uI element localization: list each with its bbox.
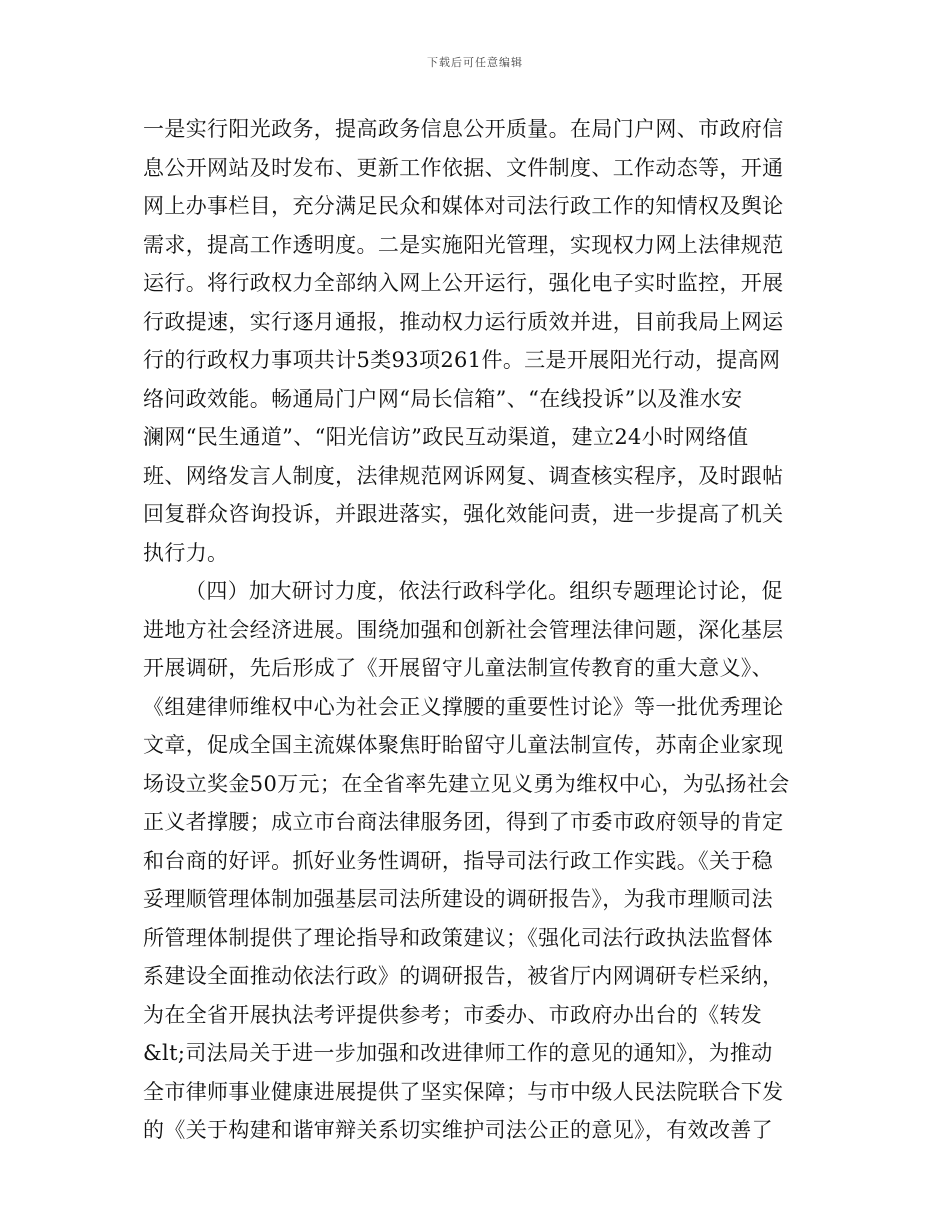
text-line: 进地方社会经济进展。围绕加强和创新社会管理法律问题，深化基层: [143, 617, 784, 642]
text-line: 全市律师事业健康进展提供了坚实保障；与市中级人民法院联合下发: [143, 1079, 784, 1104]
text-line: 需求，提高工作透明度。二是实施阳光管理，实现权力网上法律规范: [143, 232, 784, 257]
text-line: 妥理顺管理体制加强基层司法所建设的调研报告》，为我市理顺司法: [143, 887, 773, 911]
text-line: 为在全省开展执法考评提供参考；市委办、市政府办出台的《转发: [143, 1002, 763, 1027]
document-body: [143, 110, 803, 1150]
text-line: 文章，促成全国主流媒体聚焦盱眙留守儿童法制宣传，苏南企业家现: [143, 733, 784, 757]
text-line: 的《关于构建和谐审辩关系切实维护司法公正的意见》，有效改善了: [143, 1118, 773, 1142]
text-line: 回复群众咨询投诉，并跟进落实，强化效能问责，进一步提高了机关: [143, 502, 784, 526]
text-line: 网上办事栏目，充分满足民众和媒体对司法行政工作的知情权及舆论: [143, 194, 784, 218]
page-header: 下载后可任意编辑: [427, 56, 523, 69]
text-line: 开展调研，先后形成了《开展留守儿童法制宣传教育的重大意义》、: [143, 656, 773, 680]
paragraph-research-efforts: [143, 572, 803, 1150]
text-line: 和台商的好评。抓好业务性调研，指导司法行政工作实践。《关于稳: [143, 848, 773, 873]
text-line: 行政提速，实行逐月通报，推动权力运行质效并进，目前我局上网运: [143, 309, 784, 334]
paragraph-sunshine-government: [143, 110, 803, 572]
text-line: 班、网络发言人制度，法律规范网诉网复、调查核实程序，及时跟帖: [143, 463, 784, 488]
text-line: 所管理体制提供了理论指导和政策建议；《强化司法行政执法监督体: [143, 925, 773, 950]
text-line-first: （四）加大研讨力度，依法行政科学化。组织专题理论讨论，促: [185, 579, 783, 603]
text-line: 运行。将行政权力全部纳入网上公开运行，强化电子实时监控，开展: [143, 271, 784, 295]
text-line: 一是实行阳光政务，提高政务信息公开质量。在局门户网、市政府信: [143, 117, 784, 141]
text-line: 场设立奖金50万元；在全省率先建立见义勇为维权中心，为弘扬社会: [143, 771, 790, 796]
text-line: 执行力。: [143, 540, 229, 565]
text-line: 系建设全面推动依法行政》的调研报告，被省厅内网调研专栏采纳，: [143, 964, 784, 988]
text-line: 行的行政权力事项共计5类93项261件。三是开展阳光行动，提高网: [143, 348, 781, 372]
text-line: 息公开网站及时发布、更新工作依据、文件制度、工作动态等，开通: [143, 155, 784, 180]
text-line: 络问政效能。畅通局门户网“局长信箱”、“在线投诉”以及淮水安: [143, 386, 743, 411]
text-line: 澜网“民生通道”、“阳光信访”政民互动渠道，建立24小时网络值: [143, 425, 749, 449]
text-line: 《组建律师维权中心为社会正义撑腰的重要性讨论》等一批优秀理论: [143, 694, 784, 719]
text-line: &lt;司法局关于进一步加强和改进律师工作的意见的通知》，为推动: [143, 1041, 773, 1065]
text-line: 正义者撑腰；成立市台商法律服务团，得到了市委市政府领导的肯定: [143, 810, 784, 834]
